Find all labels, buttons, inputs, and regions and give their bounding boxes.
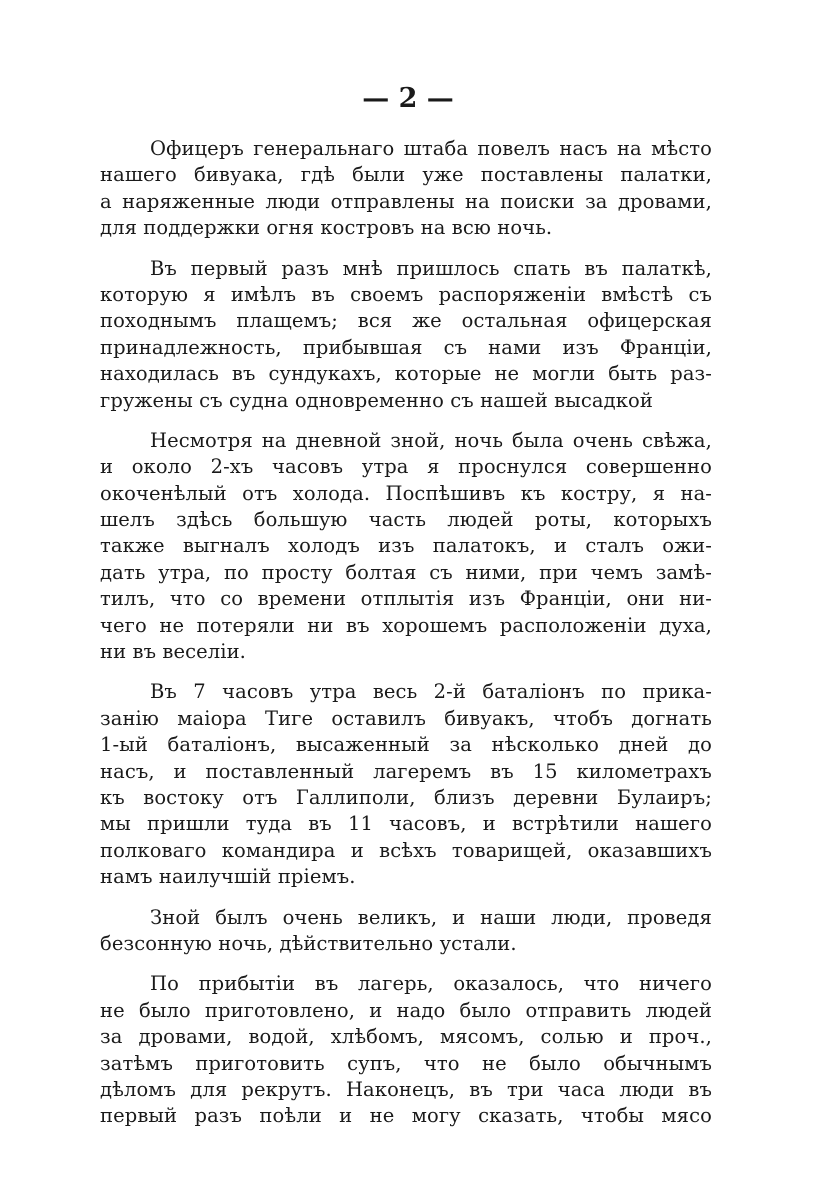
text-line: 1-ый баталіонъ, высаженный за нѣсколько дней до: [100, 733, 712, 757]
text-line: По прибытіи въ лагерь, оказалось, что ничего: [150, 972, 712, 996]
text-line: нашего бивуака, гдѣ были уже поставлены палатки,: [100, 163, 712, 187]
text-line: къ востоку отъ Галлиполи, близъ деревни Булаиръ;: [100, 785, 712, 809]
text-line: гружены съ судна одновременно съ нашей высадкой: [100, 388, 653, 412]
text-line: первый разъ поѣли и не могу сказать, чтобы мясо: [100, 1104, 712, 1128]
text-line: тилъ, что со времени отплытія изъ Франціи, они ни-: [100, 587, 712, 611]
text-line: которую я имѣлъ въ своемъ распоряженіи вмѣстѣ съ: [100, 282, 712, 306]
text-line: шелъ здѣсь большую часть людей роты, которыхъ: [100, 508, 712, 532]
text-line: дѣломъ для рекрутъ. Наконецъ, въ три часа люди въ: [100, 1077, 712, 1101]
book-page: [100, 82, 712, 1144]
text-line: принадлежность, прибывшая съ нами изъ Франціи,: [100, 335, 712, 359]
paragraph: [100, 679, 712, 890]
text-line: и около 2-хъ часовъ утра я проснулся совершенно: [100, 455, 712, 479]
text-line: Въ 7 часовъ утра весь 2-й баталіонъ по прика-: [150, 680, 712, 704]
paragraph: [100, 905, 712, 958]
text-line: полковаго командира и всѣхъ товарищей, оказавшихъ: [100, 838, 712, 862]
paragraph: [100, 136, 712, 242]
text-line: дать утра, по просту болтая съ ними, при чемъ замѣ-: [100, 560, 712, 584]
text-line: занію маіора Тиге оставилъ бивуакъ, чтобъ догнать: [100, 706, 712, 730]
text-line: Несмотря на дневной зной, ночь была очень свѣжа,: [150, 428, 712, 452]
page-number: — 2 —: [362, 83, 454, 114]
text-line: намъ наилучшій пріемъ.: [100, 865, 356, 889]
text-line: за дровами, водой, хлѣбомъ, мясомъ, солью и проч.,: [100, 1025, 712, 1049]
text-line: не было приготовлено, и надо было отправить людей: [100, 998, 712, 1022]
text-line: а наряженные люди отправлены на поиски за дровами,: [100, 189, 712, 213]
text-body: [100, 136, 712, 1130]
text-line: затѣмъ приготовить супъ, что не было обычнымъ: [100, 1051, 712, 1075]
text-line: также выгналъ холодъ изъ палатокъ, и сталъ ожи-: [100, 534, 712, 558]
paragraph: [100, 256, 712, 414]
text-line: Офицеръ генеральнаго штаба повелъ насъ на мѣсто: [150, 137, 712, 160]
text-line: безсонную ночь, дѣйствительно устали.: [100, 931, 517, 955]
text-line: окоченѣлый отъ холода. Поспѣшивъ къ костру, я на-: [100, 481, 712, 505]
text-line: чего не потеряли ни въ хорошемъ расположеніи духа,: [100, 613, 712, 637]
text-line: Въ первый разъ мнѣ пришлось спать въ палаткѣ,: [150, 256, 712, 280]
text-line: находилась въ сундукахъ, которые не могли быть раз-: [100, 362, 712, 386]
text-line: ни въ веселіи.: [100, 640, 246, 664]
paragraph: [100, 428, 712, 666]
text-line: для поддержки огня костровъ на всю ночь.: [100, 216, 553, 240]
paragraph: [100, 971, 712, 1129]
text-line: мы пришли туда въ 11 часовъ, и встрѣтили нашего: [100, 812, 712, 836]
text-line: Зной былъ очень великъ, и наши люди, проведя: [150, 905, 712, 929]
text-line: насъ, и поставленный лагеремъ въ 15 километрахъ: [100, 759, 712, 783]
text-line: походнымъ плащемъ; вся же остальная офицерская: [100, 309, 712, 333]
